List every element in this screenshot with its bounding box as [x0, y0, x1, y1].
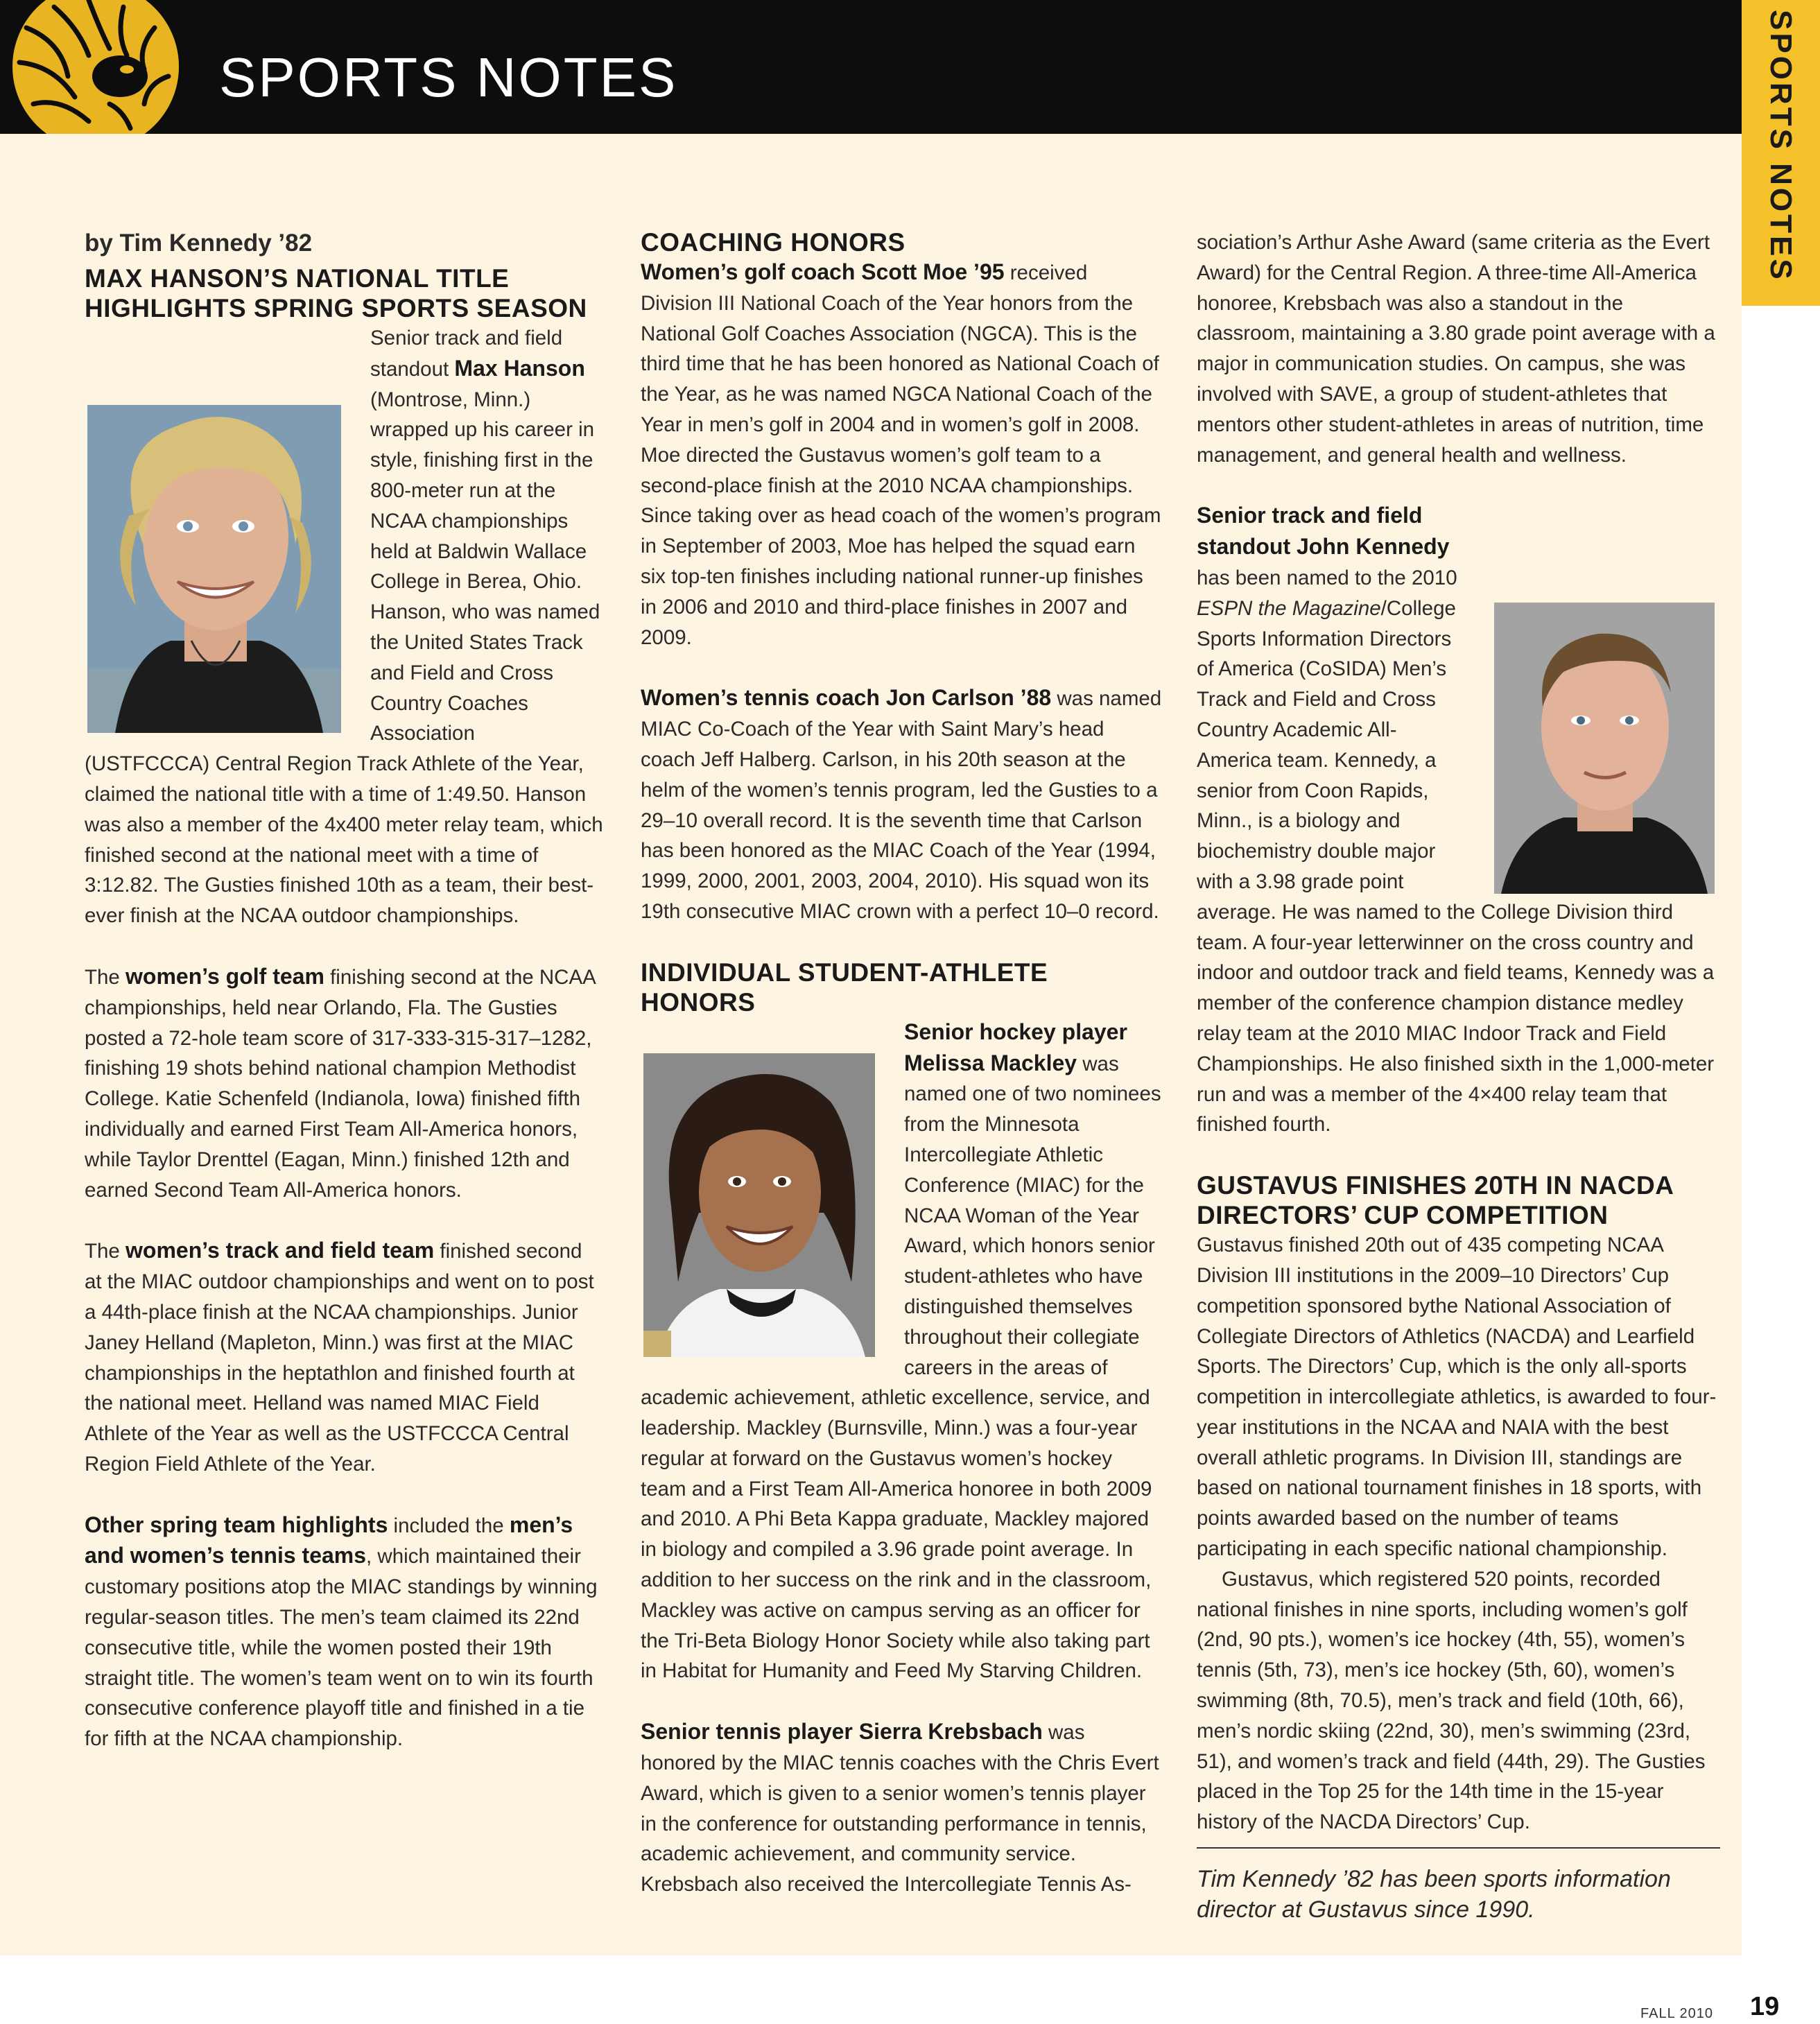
- other-highlights-paragraph: Other spring team highlights included the men’s and women’s tennis teams, which maintained their customary positions atop the MIAC standings by winning regular-season titles. The men’s team claimed its 22nd consecutive title, while the women posted their 19th straight title. The women’s team went on to win its fourth consecutive conference playoff title and finished in a tie for fifth at the NCAA championship.: [85, 1512, 598, 1751]
- byline: by Tim Kennedy ’82: [85, 230, 313, 257]
- lion-logo-icon: [12, 0, 186, 134]
- melissa-mackley-photo: [643, 1053, 875, 1357]
- womens-golf-paragraph: The women’s golf team finishing second at the NCAA championships, held near Orlando, Fla. The Gusties posted a 72-hole team score of 317-333-315-317–1282, finishing 19 shots behind national champion Methodist College. Katie Schenfeld (Indianola, Iowa) finished fifth individually and earned First Team All-America honors, while Taylor Drenttel (Eagan, Minn.) finished 12th and earned Second Team All-America honors.: [85, 963, 596, 1202]
- section-tab-label: SPORTS NOTES: [1764, 10, 1798, 282]
- column-right: [1197, 227, 1720, 1925]
- section-tab: [1742, 0, 1820, 306]
- author-signoff: Tim Kennedy ’82 has been sports information director at Gustavus since 1990.: [1197, 1866, 1671, 1923]
- directors-cup-heading: GUSTAVUS FINISHES 20TH IN NACDA DIRECTORS’ CUP COMPETITION: [1197, 1171, 1674, 1230]
- directors-cup-results-paragraph: Gustavus, which registered 520 points, recorded national finishes in nine sports, including women’s golf (2nd, 90 pts.), women’s ice hockey (4th, 55), women’s tennis (5th, 73), men’s ice hockey (5th, 60), women’s swimming (8th, 70.5), men’s track and field (10th, 66), men’s nordic skiing (22nd, 30), men’s swimming (23rd, 51), and women’s track and field (44th, 29). The Gusties placed in the Top 25 for the 14th time in the 15-year history of the NACDA Directors’ Cup.: [1197, 1567, 1706, 1834]
- max-hanson-photo: [87, 405, 341, 733]
- womens-track-paragraph: The women’s track and field team finished second at the MIAC outdoor championships and went on to post a 44th-place finish at the NCAA championships. Junior Janey Helland (Mapleton, Minn.) was first at the MIAC championships in the heptathlon and finished fourth at the national meet. Helland was named MIAC Field Athlete of the Year as well as the USTFCCCA Central Region Field Athlete of the Year.: [85, 1238, 594, 1476]
- masthead: [0, 0, 1742, 134]
- john-kennedy-photo: [1494, 603, 1715, 894]
- issue-season: FALL 2010: [1640, 2006, 1714, 2021]
- column-left: [85, 227, 605, 1754]
- article-headline: MAX HANSON’S NATIONAL TITLE HIGHLIGHTS SPRING SPORTS SEASON: [85, 264, 587, 322]
- mackley-paragraph: Senior hockey player Melissa Mackley was named one of two nominees from the Minnesota Intercollegiate Athletic Conference (MIAC) for the NCAA Woman of the Year Award, which honors senior student-athletes who have distinguished themselves throughout their collegiate careers in the areas of academic achievement, athletic excellence, service, and leadership. Mackley (Burnsville, Minn.) was a four-year regular at forward on the Gustavus women’s hockey team and a First Team All-America honoree in both 2009 and 2010. A Phi Beta Kappa graduate, Mackley majored in biology and compiled a 3.96 grade point average. In addition to her success on the rink and in the classroom, Mackley was active on campus serving as an officer for the Tri-Beta Biology Honor Society while also taking part in Habitat for Humanity and Feed My Starving Children.: [641, 1019, 1161, 1683]
- krebsbach-continued-paragraph: sociation’s Arthur Ashe Award (same criteria as the Evert Award) for the Central Region. A three-time All-America honoree, Krebsbach was also a standout in the classroom, maintaining a 3.80 grade point average with a major in communication studies. On campus, she was involved with SAVE, a group of student-athletes that mentors other student-athletes in areas of nutrition, time management, and general health and wellness.: [1197, 231, 1715, 467]
- student-athlete-honors-heading: INDIVIDUAL STUDENT-ATHLETE HONORS: [641, 958, 1048, 1017]
- krebsbach-paragraph: Senior tennis player Sierra Krebsbach was honored by the MIAC tennis coaches with the Chris Evert Award, which is given to a senior women’s tennis player in the conference for outstanding performance in tennis, academic achievement, and community service. Krebsbach also received the Intercollegiate Tennis As-: [641, 1719, 1159, 1896]
- divider: [1197, 1847, 1720, 1849]
- hanson-paragraph: Senior track and field standout Max Hanson (Montrose, Minn.) wrapped up his career in style, finishing first in the 800-meter run at the NCAA championships held at Baldwin Wallace College in Berea, Ohio. Hanson, who was named the United States Track and Field and Cross Country Coaches Association (USTFCCCA) Central Region Track Athlete of the Year, claimed the national title with a time of 1:49.50. Hanson was also a member of the 4x400 meter relay team, which finished second at the national meet with a time of 3:12.82. The Gusties finished 10th as a team, their best-ever finish at the NCAA outdoor championships.: [85, 327, 603, 928]
- directors-cup-paragraph: Gustavus finished 20th out of 435 competing NCAA Division III institutions in the 2009–10 Directors’ Cup competition sponsored bythe National Association of Collegiate Directors of Athletics (NACDA) and Learfield Sports. The Directors’ Cup, which is the only all-sports competition in intercollegiate athletics, is awarded to four-year institutions in the NCAA and NAIA with the best overall athletic programs. In Division III, standings are based on national tournament finishes in 18 sports, with points awarded based on the number of teams participating in each specific national championship.: [1197, 1234, 1717, 1561]
- jon-carlson-paragraph: Women’s tennis coach Jon Carlson ’88 was named MIAC Co-Coach of the Year with Saint Mary’s head coach Jeff Halberg. Carlson, in his 20th season at the helm of the women’s tennis program, led the Gusties to a 29–10 overall record. It is the seventh time that Carlson has been honored as the MIAC Coach of the Year (1994, 1999, 2000, 2001, 2003, 2004, 2010). His squad won its 19th consecutive MIAC crown with a perfect 10–0 record.: [641, 685, 1162, 923]
- column-middle: [641, 227, 1162, 1900]
- page-title: SPORTS NOTES: [219, 46, 678, 108]
- scott-moe-paragraph: Women’s golf coach Scott Moe ’95 received Division III National Coach of the Year honors from the National Golf Coaches Association (NGCA). This is the third time that he has been honored as National Coach of the Year, as he was named NGCA National Coach of the Year in men’s golf in 2004 and in women’s golf in 2008. Moe directed the Gustavus women’s golf team to a second-place finish at the 2010 NCAA championships. Since taking over as head coach of the women’s program in September of 2003, Moe has helped the squad earn six top-ten finishes including national runner-up finishes in 2006 and 2010 and third-place finishes in 2007 and 2009.: [641, 259, 1161, 649]
- page-number: 19: [1750, 1992, 1780, 2021]
- john-kennedy-paragraph: Senior track and field standout John Kennedy has been named to the 2010 ESPN the Magazine/College Sports Information Directors of America (CoSIDA) Men’s Track and Field and Cross Country Academic All-America team. Kennedy, a senior from Coon Rapids, Minn., is a biology and biochemistry double major with a 3.98 grade point average. He was named to the College Division third team. A four-year letterwinner on the cross country and indoor and outdoor track and field teams, Kennedy was a member of the conference champion distance medley relay team at the 2010 MIAC Indoor Track and Field Championships. He also finished sixth in the 1,000-meter run and was a member of the 4×400 relay team that finished fourth.: [1197, 503, 1715, 1136]
- coaching-honors-heading: COACHING HONORS: [641, 228, 905, 257]
